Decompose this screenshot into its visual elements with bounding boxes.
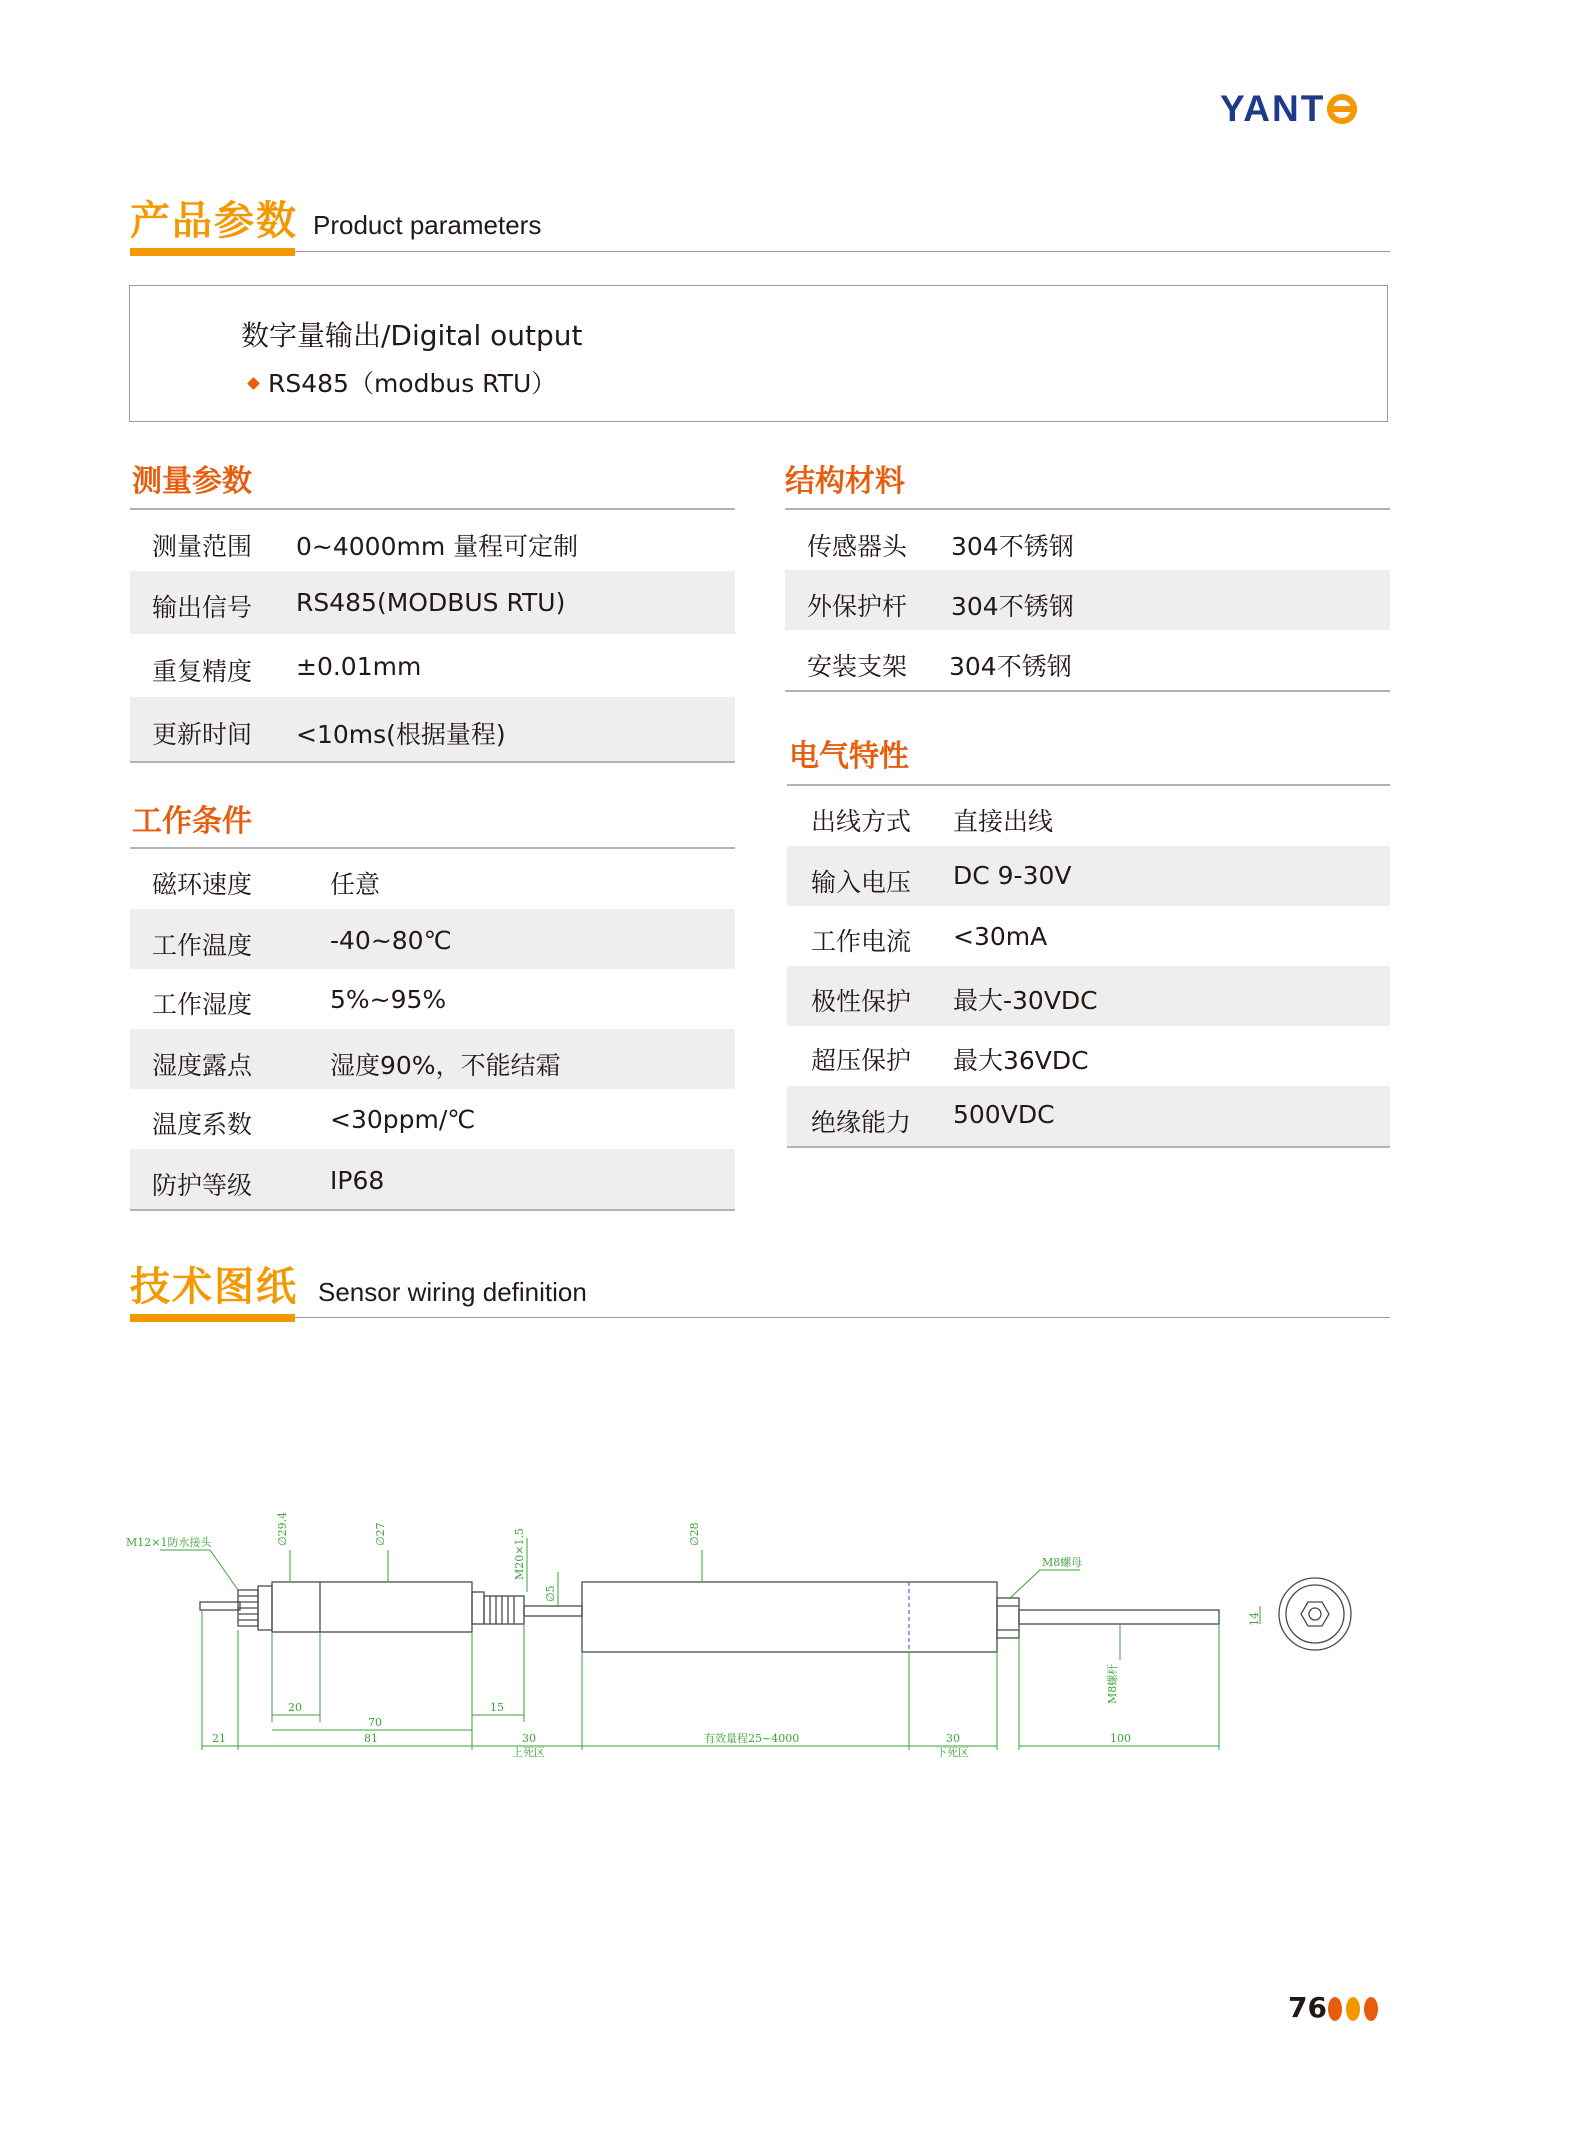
label-dim-15: 15	[490, 1701, 504, 1714]
section-title-zh: 产品参数	[130, 198, 298, 244]
digital-output-item-text: RS485（modbus RTU）	[268, 369, 557, 398]
label-d1: ∅29.4	[276, 1511, 289, 1546]
row-key: 重复精度	[152, 657, 253, 686]
row-key: 安装支架	[807, 652, 908, 681]
table-row	[130, 909, 735, 969]
table-row	[787, 846, 1390, 906]
table-title: 电气特性	[789, 739, 909, 774]
table-bottom-rule	[130, 761, 735, 763]
label-nut: M8螺母	[1042, 1556, 1083, 1569]
row-key: 极性保护	[811, 987, 912, 1016]
label-d5: 14	[1248, 1612, 1261, 1626]
row-value: 最大-30VDC	[953, 986, 1098, 1015]
row-value: <30ppm/℃	[330, 1105, 476, 1134]
section-rule	[130, 1317, 1390, 1318]
row-key: 更新时间	[152, 720, 253, 749]
table-row	[785, 510, 1390, 570]
table-row	[787, 1086, 1390, 1146]
row-value: RS485(MODBUS RTU)	[296, 588, 566, 617]
table-bottom-rule	[130, 1209, 735, 1211]
label-dim-20: 20	[288, 1701, 302, 1714]
row-key: 工作温度	[152, 931, 253, 960]
row-key: 湿度露点	[152, 1051, 253, 1080]
label-range: 有效量程25~4000	[704, 1732, 800, 1745]
table-working-conditions	[130, 800, 735, 1215]
row-value: 500VDC	[953, 1100, 1055, 1129]
row-value: <10ms(根据量程)	[296, 720, 506, 749]
section-product-parameters	[130, 196, 1390, 256]
row-key: 外保护杆	[807, 592, 908, 621]
label-dim-30a: 30	[522, 1732, 536, 1745]
row-value: 湿度90%，不能结霜	[330, 1051, 561, 1080]
section-title-en: Sensor wiring definition	[318, 1277, 587, 1307]
table-row	[130, 849, 735, 909]
row-key: 传感器头	[807, 532, 908, 561]
section-accent-bar	[130, 1314, 295, 1322]
row-key: 工作湿度	[152, 990, 253, 1019]
table-title: 测量参数	[132, 464, 252, 499]
row-value: 304不锈钢	[949, 652, 1072, 681]
table-row	[130, 697, 735, 761]
end-nut-outline	[997, 1598, 1019, 1638]
row-value: 任意	[330, 870, 381, 899]
end-view-outer	[1279, 1578, 1351, 1650]
table-title: 结构材料	[785, 464, 905, 499]
page-number: 76	[1288, 1991, 1327, 2024]
table-row	[130, 571, 735, 634]
label-zone-top: 上死区	[512, 1746, 545, 1759]
row-key: 输出信号	[152, 593, 253, 622]
table-row	[787, 1026, 1390, 1086]
row-value: 直接出线	[953, 807, 1054, 836]
row-key: 防护等级	[152, 1171, 253, 1200]
table-row	[130, 969, 735, 1029]
label-dim-21: 21	[212, 1732, 226, 1745]
end-rod-outline	[1019, 1610, 1219, 1624]
digital-output-title: 数字量输出/Digital output	[241, 319, 583, 352]
section-title-en: Product parameters	[313, 210, 542, 240]
table-row	[785, 570, 1390, 630]
table-electrical	[787, 735, 1390, 1150]
section-title-zh: 技术图纸	[130, 1264, 298, 1310]
page-dots-icon	[1326, 1994, 1390, 2024]
cable-outline	[200, 1602, 240, 1610]
table-materials	[785, 460, 1390, 695]
label-thread: M20×1.5	[513, 1528, 526, 1580]
label-connector: M12×1防水接头	[126, 1536, 212, 1549]
row-key: 绝缘能力	[811, 1108, 912, 1137]
label-dim-70: 70	[368, 1716, 382, 1729]
table-bottom-rule	[785, 690, 1390, 692]
main-tube-outline	[582, 1582, 997, 1652]
row-value: 5%~95%	[330, 985, 447, 1014]
dimension-lines	[160, 1538, 1260, 1750]
row-value: 304不锈钢	[951, 592, 1074, 621]
row-key: 工作电流	[811, 927, 912, 956]
logo-o-icon	[1327, 94, 1357, 124]
connector-flange-outline	[258, 1586, 272, 1630]
table-row	[787, 786, 1390, 846]
row-value: ±0.01mm	[296, 652, 422, 681]
table-row	[130, 1149, 735, 1209]
table-row	[130, 510, 735, 571]
row-value: 304不锈钢	[951, 532, 1074, 561]
label-d3: ∅5	[544, 1585, 557, 1602]
row-key: 温度系数	[152, 1110, 253, 1139]
dimension-labels	[126, 1512, 1261, 1759]
table-measurement	[130, 460, 735, 765]
row-value: IP68	[330, 1166, 385, 1195]
row-value: -40~80℃	[330, 926, 452, 955]
digital-output-box	[129, 285, 1388, 422]
row-value: 0~4000mm 量程可定制	[296, 532, 579, 561]
table-row	[130, 1089, 735, 1149]
table-row	[130, 1029, 735, 1089]
label-d2: ∅27	[374, 1522, 387, 1546]
logo-text: YANT	[1220, 88, 1357, 129]
table-row	[787, 906, 1390, 966]
section-technical-drawing	[130, 1262, 1390, 1322]
row-key: 出线方式	[811, 807, 912, 836]
label-d4: ∅28	[688, 1522, 701, 1546]
row-value: <30mA	[953, 922, 1048, 951]
row-key: 输入电压	[811, 868, 912, 897]
row-value: DC 9-30V	[953, 861, 1072, 890]
brand-logo	[1220, 84, 1390, 134]
sensor-outline	[200, 1578, 1351, 1652]
sensor-drawing	[120, 1510, 1400, 1759]
row-key: 磁环速度	[152, 870, 253, 899]
label-dim-81: 81	[364, 1732, 378, 1745]
section-accent-bar	[130, 248, 295, 256]
table-row	[787, 966, 1390, 1026]
label-rod: M8螺杆	[1106, 1663, 1119, 1704]
table-title: 工作条件	[132, 804, 252, 839]
sensor-head-outline	[272, 1582, 472, 1632]
row-value: 最大36VDC	[953, 1046, 1089, 1075]
row-key: 超压保护	[811, 1046, 912, 1075]
table-bottom-rule	[787, 1146, 1390, 1148]
label-dim-100: 100	[1110, 1732, 1131, 1745]
table-row	[130, 634, 735, 697]
table-row	[785, 630, 1390, 690]
row-key: 测量范围	[152, 532, 253, 561]
digital-output-item	[249, 364, 556, 400]
section-rule	[130, 251, 1390, 252]
label-zone-bottom: 下死区	[936, 1746, 969, 1759]
diamond-bullet-icon	[247, 377, 260, 390]
label-dim-30b: 30	[946, 1732, 960, 1745]
